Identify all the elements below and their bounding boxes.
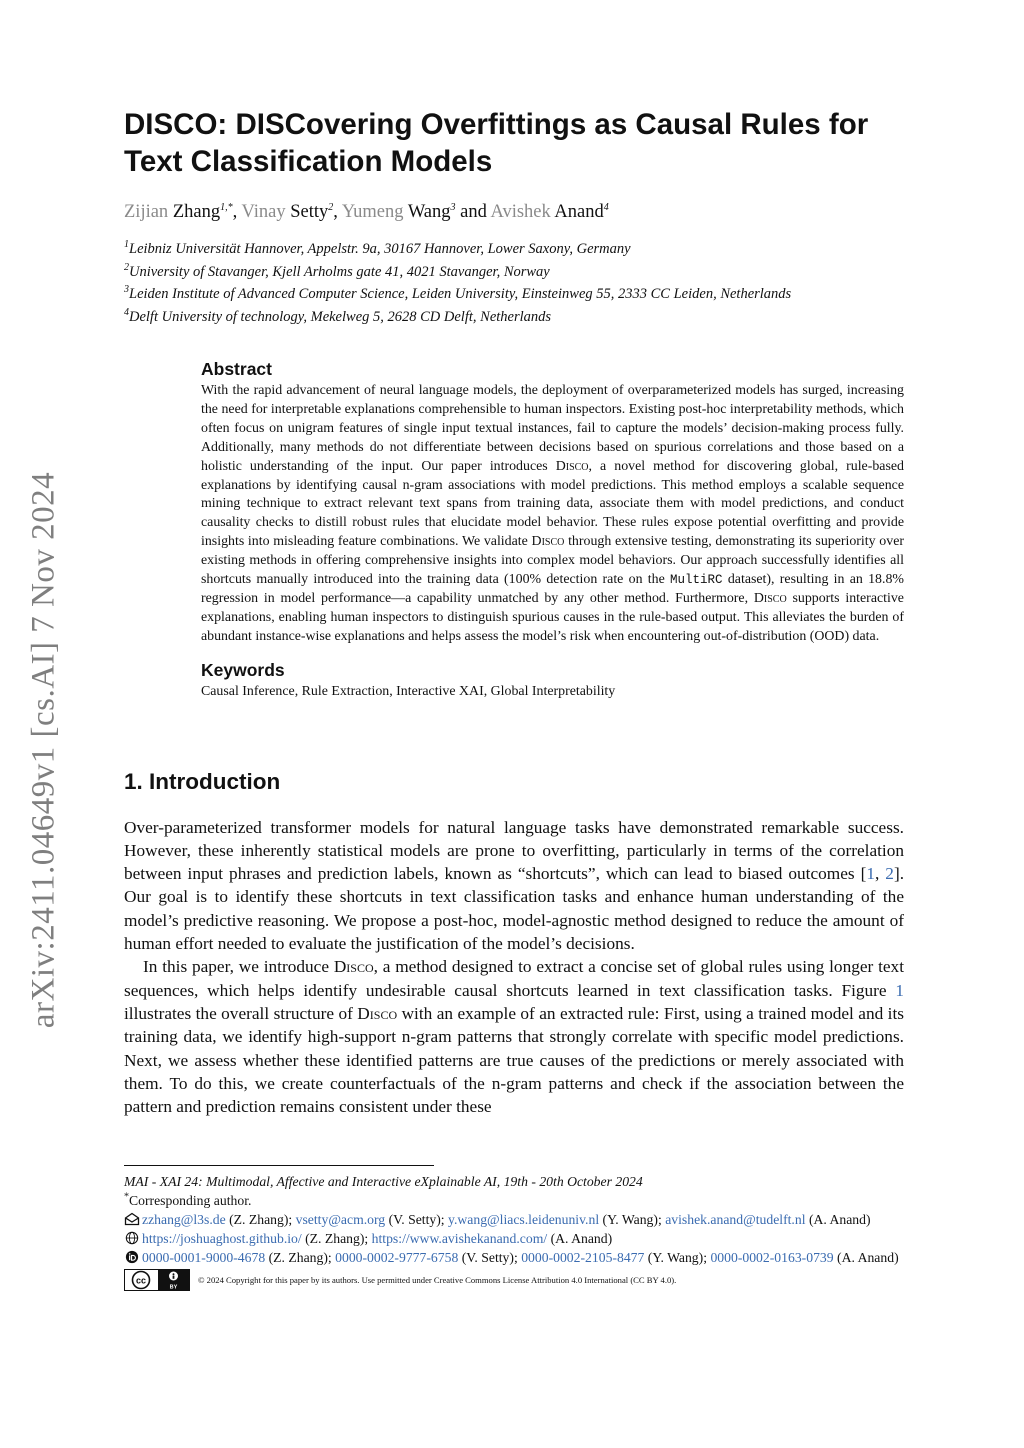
homepage-link[interactable]: https://joshuaghost.github.io/ (142, 1231, 302, 1246)
envelope-icon (124, 1212, 140, 1226)
email-link[interactable]: zzhang@l3s.de (142, 1212, 226, 1227)
method-name: Disco (357, 1003, 398, 1023)
arxiv-identifier-stamp: arXiv:2411.04649v1 [cs.AI] 7 Nov 2024 (25, 471, 62, 1029)
introduction-paragraph: In this paper, we introduce Disco, a method designed to extract a concise set of global rules using longer text sequences, which helps identify undesirable causal shortcuts learned in text classification tasks. Figure 1 illustrates the overall structure of Disco with an example of an extracted rule: First, using a trained model and its training data, we identify high-support n-gram patterns that strongly correlate with specific model predictions. Next, we assess whether these identified patterns are true causes of the predictions or merely associated with them. To do this, we create counterfactuals of the n-gram patterns and check if the association between the pattern and prediction remains consistent under these (124, 957, 904, 1117)
cc-by-license-icon (124, 1269, 190, 1291)
method-name: Disco (531, 534, 565, 550)
email-link[interactable]: avishek.anand@tudelft.nl (665, 1212, 806, 1227)
method-name: Disco (555, 458, 589, 474)
citation-link[interactable]: 2 (885, 864, 894, 884)
affiliation: $^3$Leiden Institute of Advanced Computer Science, Leiden University, Einsteinweg 55, 2333 CC Leiden, Netherlands (124, 284, 792, 302)
keywords-heading: Keywords (201, 659, 285, 680)
keywords-text: Causal Inference, Rule Extraction, Interactive XAI, Global Interpretability (201, 683, 616, 699)
method-name: Disco (753, 590, 787, 606)
introduction-paragraph: Over-parameterized transformer models for natural language tasks have demonstrated remarkable success. However, these inherently statistical models are prone to overfitting, particularly in terms of the correlation between input phrases and prediction labels, known as “shortcuts”, which can lead to biased outcomes [1, 2]. Our goal is to identify these shortcuts in text classification tasks and enhance human understanding of the model’s predictive reasoning. We propose a post-hoc, model-agnostic method designed to reduce the amount of human effort needed to evaluate the justification of the model’s decisions. (124, 817, 905, 954)
introduction-heading: 1. Introduction (124, 768, 281, 794)
email-link[interactable]: vsetty@acm.org (295, 1212, 386, 1227)
paper-page (124, 106, 904, 1118)
footnote-divider (124, 1165, 434, 1166)
orcid-list: 0000-0001-9000-4678 (Z. Zhang); 0000-0002-9777-6758 (V. Setty); 0000-0002-2105-8477 (Y. Wang); 0000-0002-0163-0739 (A. Anand) (124, 1248, 904, 1267)
footnotes (124, 1165, 904, 1291)
corresponding-note: *Corresponding author. (124, 1191, 252, 1208)
copyright-text: © 2024 Copyright for this paper by its authors. Use permitted under Creative Commons License Attribution 4.0 International (CC BY 4.0). (198, 1275, 677, 1285)
dataset-name: MultiRC (670, 573, 723, 588)
author: Yumeng Wang$^3$ (341, 201, 456, 222)
affiliation: $^2$University of Stavanger, Kjell Arholms gate 41, 4021 Stavanger, Norway (124, 261, 550, 280)
abstract-heading: Abstract (201, 359, 272, 379)
affiliation: $^4$Delft University of technology, Mekelweg 5, 2628 CD Delft, Netherlands (124, 306, 552, 325)
conference-note: MAI - XAI 24: Multimodal, Affective and Interactive eXplainable AI, 19th - 20th October 2024 (124, 1174, 643, 1189)
abstract-text: With the rapid advancement of neural language models, the deployment of overparameterized models has surged, increasing the need for interpretable explanations comprehensible to human inspectors. Existing post-hoc interpretability methods, which often focus on unigram features of single input textual instances, fail to capture the models’ decision-making process fully. Additionally, many methods do not differentiate between decisions based on spurious correlations and those based on a holistic understanding of the input. Our paper introduces Disco, a novel method for discovering global, rule-based explanations by identifying causal n-gram associations with model predictions. This method employs a scalable sequence mining technique to extract relevant text spans from training data, associate them with model predictions, and conduct causality checks to distill robust rules that elucidate model behavior. These rules expose potential overfitting and provide insights into misleading feature combinations. We validate Disco through extensive testing, demonstrating its superiority over existing methods in offering comprehensive insights into complex model behaviors. Our approach successfully identifies all shortcuts manually introduced into the training data (100% detection rate on the MultiRC dataset), resulting in an 18.8% regression in model performance—a capability unmatched by any other method. Furthermore, Disco supports interactive explanations, enabling human inspectors to distinguish spurious causes in the rule-based output. This alleviates the burden of abundant instance-wise explanations and helps assess the model’s risk when encountering out-of-distribution (OOD) data. (201, 383, 904, 644)
orcid-link[interactable]: 0000-0002-0163-0739 (710, 1250, 834, 1265)
method-name: Disco (333, 957, 374, 977)
paper-title: DISCO: DISCovering Overfittings as Causal Rules for Text Classification Models (124, 108, 869, 178)
homepage-link[interactable]: https://www.avishekanand.com/ (371, 1231, 548, 1246)
email-list: zzhang@l3s.de (Z. Zhang); vsetty@acm.org (V. Setty); y.wang@liacs.leidenuniv.nl (Y. Wang); avishek.anand@tudelft.nl (A. Anand) (124, 1210, 904, 1229)
license-row (124, 1269, 904, 1291)
author: Avishek Anand$^4$ (490, 201, 609, 222)
cc-badge-text: BY (169, 1284, 178, 1291)
orcid-link[interactable]: 0000-0001-9000-4678 (142, 1250, 266, 1265)
abstract-section (201, 358, 904, 702)
author: Vinay Setty$^2$ (241, 201, 334, 222)
orcid-link[interactable]: 0000-0002-9777-6758 (335, 1250, 459, 1265)
orcid-icon (124, 1250, 140, 1264)
affiliation-list (124, 238, 904, 328)
homepage-list: https://joshuaghost.github.io/ (Z. Zhang); https://www.avishekanand.com/ (A. Anand) (124, 1229, 904, 1248)
figure-link[interactable]: 1 (895, 980, 904, 1000)
affiliation: $^1$Leibniz Universität Hannover, Appelstr. 9a, 30167 Hannover, Lower Saxony, Germany (124, 239, 631, 257)
citation-link[interactable]: 1 (866, 864, 875, 884)
email-link[interactable]: y.wang@liacs.leidenuniv.nl (448, 1212, 600, 1227)
orcid-link[interactable]: 0000-0002-2105-8477 (521, 1250, 645, 1265)
author-list: Zijian Zhang$^{1,*}$, Vinay Setty$^2$, Yumeng Wang$^3$ and Avishek Anand$^4$ (124, 201, 609, 222)
author: Zijian Zhang$^{1,*}$ (124, 201, 233, 222)
globe-icon (124, 1231, 140, 1245)
svg-text:cc: cc (135, 1275, 147, 1286)
